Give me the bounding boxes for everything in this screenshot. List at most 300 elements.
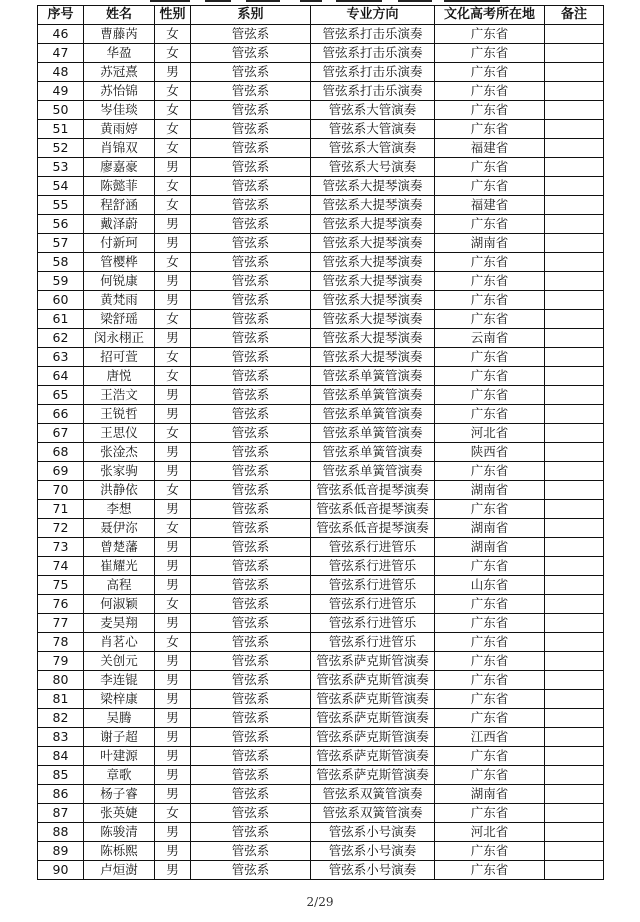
cell-seq: 59 — [38, 272, 84, 291]
table-row — [38, 747, 604, 766]
cell-name: 李想 — [84, 500, 155, 519]
cell-remarks — [545, 82, 604, 101]
table-row — [38, 253, 604, 272]
cell-remarks — [545, 652, 604, 671]
header-major: 专业方向 — [311, 6, 435, 25]
table-row — [38, 82, 604, 101]
cell-gender: 女 — [155, 139, 191, 158]
cell-department: 管弦系 — [191, 652, 311, 671]
cell-major: 管弦系双簧管演奏 — [311, 804, 435, 823]
cell-gender: 女 — [155, 253, 191, 272]
cell-seq: 63 — [38, 348, 84, 367]
cell-major: 管弦系行进管乐 — [311, 576, 435, 595]
cell-major: 管弦系行进管乐 — [311, 633, 435, 652]
cell-remarks — [545, 310, 604, 329]
cell-remarks — [545, 234, 604, 253]
cell-name: 卢烜澍 — [84, 861, 155, 880]
cell-major: 管弦系行进管乐 — [311, 614, 435, 633]
cell-gender: 男 — [155, 690, 191, 709]
cell-name: 付新珂 — [84, 234, 155, 253]
cell-remarks — [545, 766, 604, 785]
table-row — [38, 272, 604, 291]
cell-major: 管弦系萨克斯管演奏 — [311, 652, 435, 671]
cell-exam-location: 广东省 — [435, 595, 545, 614]
cell-name: 黄雨婷 — [84, 120, 155, 139]
cell-department: 管弦系 — [191, 253, 311, 272]
cell-name: 陈骏清 — [84, 823, 155, 842]
cell-department: 管弦系 — [191, 595, 311, 614]
cell-seq: 70 — [38, 481, 84, 500]
cell-exam-location: 广东省 — [435, 842, 545, 861]
cell-remarks — [545, 101, 604, 120]
cell-exam-location: 广东省 — [435, 348, 545, 367]
cell-name: 王锐哲 — [84, 405, 155, 424]
cell-name: 肖茗心 — [84, 633, 155, 652]
cell-department: 管弦系 — [191, 158, 311, 177]
cell-name: 谢子超 — [84, 728, 155, 747]
cell-gender: 男 — [155, 272, 191, 291]
cell-gender: 女 — [155, 519, 191, 538]
cell-name: 岑佳琰 — [84, 101, 155, 120]
cell-exam-location: 广东省 — [435, 709, 545, 728]
cell-department: 管弦系 — [191, 386, 311, 405]
cell-seq: 54 — [38, 177, 84, 196]
cell-gender: 男 — [155, 709, 191, 728]
cell-department: 管弦系 — [191, 101, 311, 120]
cell-remarks — [545, 690, 604, 709]
cell-department: 管弦系 — [191, 139, 311, 158]
cell-name: 梁舒瑶 — [84, 310, 155, 329]
table-header-row — [38, 6, 604, 25]
table-row — [38, 481, 604, 500]
cell-gender: 男 — [155, 63, 191, 82]
cell-major: 管弦系大提琴演奏 — [311, 310, 435, 329]
cell-major: 管弦系大提琴演奏 — [311, 291, 435, 310]
cell-remarks — [545, 291, 604, 310]
cell-department: 管弦系 — [191, 215, 311, 234]
cell-name: 章歌 — [84, 766, 155, 785]
cell-seq: 83 — [38, 728, 84, 747]
cell-gender: 男 — [155, 557, 191, 576]
cell-remarks — [545, 709, 604, 728]
cell-seq: 68 — [38, 443, 84, 462]
cell-major: 管弦系单簧管演奏 — [311, 443, 435, 462]
cell-name: 何淑颖 — [84, 595, 155, 614]
cell-name: 陈栎熙 — [84, 842, 155, 861]
cell-exam-location: 广东省 — [435, 766, 545, 785]
cell-remarks — [545, 25, 604, 44]
cell-remarks — [545, 671, 604, 690]
cell-remarks — [545, 215, 604, 234]
table-row — [38, 785, 604, 804]
cell-gender: 男 — [155, 785, 191, 804]
cell-seq: 81 — [38, 690, 84, 709]
table-row — [38, 101, 604, 120]
cell-exam-location: 山东省 — [435, 576, 545, 595]
cell-gender: 男 — [155, 405, 191, 424]
cell-remarks — [545, 44, 604, 63]
cell-exam-location: 广东省 — [435, 291, 545, 310]
header-seq: 序号 — [38, 6, 84, 25]
cell-gender: 男 — [155, 158, 191, 177]
table-row — [38, 234, 604, 253]
cell-department: 管弦系 — [191, 633, 311, 652]
cell-seq: 53 — [38, 158, 84, 177]
cell-remarks — [545, 614, 604, 633]
cell-department: 管弦系 — [191, 443, 311, 462]
cell-exam-location: 广东省 — [435, 462, 545, 481]
cell-remarks — [545, 500, 604, 519]
cell-exam-location: 广东省 — [435, 652, 545, 671]
cell-gender: 男 — [155, 728, 191, 747]
cell-exam-location: 福建省 — [435, 196, 545, 215]
table-row — [38, 633, 604, 652]
cell-gender: 男 — [155, 614, 191, 633]
cell-major: 管弦系单簧管演奏 — [311, 405, 435, 424]
table-row — [38, 538, 604, 557]
table-row — [38, 500, 604, 519]
cell-gender: 男 — [155, 291, 191, 310]
cell-seq: 65 — [38, 386, 84, 405]
cell-seq: 64 — [38, 367, 84, 386]
cell-name: 叶建源 — [84, 747, 155, 766]
cell-department: 管弦系 — [191, 405, 311, 424]
table-row — [38, 44, 604, 63]
cell-major: 管弦系大提琴演奏 — [311, 329, 435, 348]
cell-name: 吴腾 — [84, 709, 155, 728]
cell-major: 管弦系低音提琴演奏 — [311, 481, 435, 500]
cell-major: 管弦系小号演奏 — [311, 842, 435, 861]
cell-department: 管弦系 — [191, 842, 311, 861]
cell-gender: 男 — [155, 386, 191, 405]
cropped-title-remnant — [0, 0, 640, 4]
cell-major: 管弦系萨克斯管演奏 — [311, 709, 435, 728]
cell-major: 管弦系行进管乐 — [311, 557, 435, 576]
cell-name: 张家驹 — [84, 462, 155, 481]
cell-remarks — [545, 576, 604, 595]
cell-major: 管弦系打击乐演奏 — [311, 82, 435, 101]
cell-seq: 86 — [38, 785, 84, 804]
cell-department: 管弦系 — [191, 728, 311, 747]
cell-gender: 男 — [155, 443, 191, 462]
cell-major: 管弦系双簧管演奏 — [311, 785, 435, 804]
cell-remarks — [545, 633, 604, 652]
cell-department: 管弦系 — [191, 519, 311, 538]
cell-gender: 男 — [155, 671, 191, 690]
table-row — [38, 519, 604, 538]
table-row — [38, 443, 604, 462]
cell-gender: 男 — [155, 500, 191, 519]
cell-exam-location: 广东省 — [435, 367, 545, 386]
cell-name: 王浩文 — [84, 386, 155, 405]
table-row — [38, 215, 604, 234]
cell-gender: 男 — [155, 329, 191, 348]
cell-seq: 74 — [38, 557, 84, 576]
cell-department: 管弦系 — [191, 424, 311, 443]
cell-remarks — [545, 63, 604, 82]
cell-name: 黄梵雨 — [84, 291, 155, 310]
cell-exam-location: 广东省 — [435, 82, 545, 101]
cell-department: 管弦系 — [191, 291, 311, 310]
cell-name: 张英婕 — [84, 804, 155, 823]
cell-remarks — [545, 823, 604, 842]
table-row — [38, 671, 604, 690]
cell-name: 洪静依 — [84, 481, 155, 500]
table-row — [38, 804, 604, 823]
cell-gender: 男 — [155, 234, 191, 253]
cell-exam-location: 广东省 — [435, 557, 545, 576]
cell-name: 梁梓康 — [84, 690, 155, 709]
cell-major: 管弦系萨克斯管演奏 — [311, 728, 435, 747]
cell-name: 廖嘉豪 — [84, 158, 155, 177]
cell-major: 管弦系小号演奏 — [311, 823, 435, 842]
cell-name: 关创元 — [84, 652, 155, 671]
cell-department: 管弦系 — [191, 367, 311, 386]
cell-seq: 84 — [38, 747, 84, 766]
header-gender: 性别 — [155, 6, 191, 25]
cell-gender: 男 — [155, 215, 191, 234]
cell-major: 管弦系大提琴演奏 — [311, 234, 435, 253]
cell-remarks — [545, 120, 604, 139]
cell-name: 陈懿菲 — [84, 177, 155, 196]
cell-exam-location: 湖南省 — [435, 785, 545, 804]
cell-remarks — [545, 139, 604, 158]
cell-seq: 76 — [38, 595, 84, 614]
cell-name: 苏怡锦 — [84, 82, 155, 101]
cell-seq: 62 — [38, 329, 84, 348]
cell-name: 唐悦 — [84, 367, 155, 386]
cell-department: 管弦系 — [191, 709, 311, 728]
cell-exam-location: 广东省 — [435, 386, 545, 405]
cell-gender: 女 — [155, 595, 191, 614]
cell-major: 管弦系萨克斯管演奏 — [311, 690, 435, 709]
cell-seq: 77 — [38, 614, 84, 633]
cell-name: 肖锦双 — [84, 139, 155, 158]
cell-major: 管弦系大提琴演奏 — [311, 348, 435, 367]
cell-name: 张淦杰 — [84, 443, 155, 462]
cell-major: 管弦系大管演奏 — [311, 101, 435, 120]
cell-remarks — [545, 462, 604, 481]
cell-seq: 66 — [38, 405, 84, 424]
cell-seq: 47 — [38, 44, 84, 63]
cell-gender: 女 — [155, 196, 191, 215]
cell-name: 李连锟 — [84, 671, 155, 690]
cell-major: 管弦系大提琴演奏 — [311, 253, 435, 272]
cell-remarks — [545, 538, 604, 557]
cell-remarks — [545, 253, 604, 272]
cell-major: 管弦系低音提琴演奏 — [311, 519, 435, 538]
cell-name: 何锐康 — [84, 272, 155, 291]
cell-gender: 女 — [155, 424, 191, 443]
cell-exam-location: 陕西省 — [435, 443, 545, 462]
table-row — [38, 139, 604, 158]
cell-department: 管弦系 — [191, 120, 311, 139]
table-row — [38, 348, 604, 367]
cell-gender: 女 — [155, 310, 191, 329]
cell-remarks — [545, 595, 604, 614]
cell-name: 招可萱 — [84, 348, 155, 367]
cell-seq: 87 — [38, 804, 84, 823]
cell-department: 管弦系 — [191, 329, 311, 348]
cell-seq: 56 — [38, 215, 84, 234]
cell-seq: 51 — [38, 120, 84, 139]
header-name: 姓名 — [84, 6, 155, 25]
cell-remarks — [545, 329, 604, 348]
cell-seq: 71 — [38, 500, 84, 519]
cell-remarks — [545, 272, 604, 291]
table-row — [38, 405, 604, 424]
cell-department: 管弦系 — [191, 614, 311, 633]
cell-department: 管弦系 — [191, 310, 311, 329]
cell-remarks — [545, 557, 604, 576]
cell-seq: 75 — [38, 576, 84, 595]
cell-remarks — [545, 728, 604, 747]
cell-name: 华盈 — [84, 44, 155, 63]
cell-major: 管弦系低音提琴演奏 — [311, 500, 435, 519]
cell-seq: 58 — [38, 253, 84, 272]
cell-remarks — [545, 443, 604, 462]
cell-exam-location: 广东省 — [435, 747, 545, 766]
cell-remarks — [545, 861, 604, 880]
table-row — [38, 158, 604, 177]
cell-exam-location: 广东省 — [435, 63, 545, 82]
cell-exam-location: 广东省 — [435, 120, 545, 139]
cell-department: 管弦系 — [191, 823, 311, 842]
table-row — [38, 728, 604, 747]
cell-seq: 52 — [38, 139, 84, 158]
cell-seq: 48 — [38, 63, 84, 82]
cell-gender: 男 — [155, 766, 191, 785]
cell-remarks — [545, 196, 604, 215]
cell-seq: 88 — [38, 823, 84, 842]
cell-department: 管弦系 — [191, 766, 311, 785]
cell-gender: 男 — [155, 842, 191, 861]
cell-department: 管弦系 — [191, 576, 311, 595]
cell-exam-location: 广东省 — [435, 690, 545, 709]
cell-exam-location: 广东省 — [435, 25, 545, 44]
table-row — [38, 424, 604, 443]
header-department: 系别 — [191, 6, 311, 25]
cell-major: 管弦系打击乐演奏 — [311, 44, 435, 63]
page-number: 2/29 — [306, 895, 334, 909]
cell-major: 管弦系萨克斯管演奏 — [311, 747, 435, 766]
cell-remarks — [545, 785, 604, 804]
table-row — [38, 462, 604, 481]
cell-seq: 46 — [38, 25, 84, 44]
table-row — [38, 709, 604, 728]
cell-major: 管弦系行进管乐 — [311, 538, 435, 557]
cell-exam-location: 广东省 — [435, 177, 545, 196]
cell-remarks — [545, 348, 604, 367]
cell-major: 管弦系大提琴演奏 — [311, 177, 435, 196]
cell-remarks — [545, 747, 604, 766]
cell-seq: 82 — [38, 709, 84, 728]
cell-remarks — [545, 405, 604, 424]
cell-exam-location: 广东省 — [435, 158, 545, 177]
cell-major: 管弦系萨克斯管演奏 — [311, 671, 435, 690]
cell-exam-location: 广东省 — [435, 861, 545, 880]
cell-major: 管弦系行进管乐 — [311, 595, 435, 614]
cell-remarks — [545, 519, 604, 538]
cell-department: 管弦系 — [191, 272, 311, 291]
table-row — [38, 329, 604, 348]
table-row — [38, 386, 604, 405]
cell-exam-location: 广东省 — [435, 614, 545, 633]
cell-exam-location: 河北省 — [435, 424, 545, 443]
cell-remarks — [545, 481, 604, 500]
cell-gender: 男 — [155, 823, 191, 842]
cell-gender: 女 — [155, 481, 191, 500]
table-body — [38, 25, 604, 880]
cell-exam-location: 广东省 — [435, 405, 545, 424]
table-row — [38, 766, 604, 785]
cell-exam-location: 福建省 — [435, 139, 545, 158]
cell-exam-location: 湖南省 — [435, 519, 545, 538]
cell-exam-location: 广东省 — [435, 272, 545, 291]
cell-remarks — [545, 804, 604, 823]
cell-department: 管弦系 — [191, 44, 311, 63]
cell-major: 管弦系单簧管演奏 — [311, 462, 435, 481]
cell-department: 管弦系 — [191, 177, 311, 196]
cell-seq: 60 — [38, 291, 84, 310]
cell-name: 闵永栩正 — [84, 329, 155, 348]
cell-gender: 女 — [155, 177, 191, 196]
table-row — [38, 861, 604, 880]
cell-exam-location: 广东省 — [435, 310, 545, 329]
cell-seq: 55 — [38, 196, 84, 215]
cell-department: 管弦系 — [191, 500, 311, 519]
cell-department: 管弦系 — [191, 690, 311, 709]
cell-gender: 女 — [155, 367, 191, 386]
cell-exam-location: 广东省 — [435, 671, 545, 690]
cell-department: 管弦系 — [191, 196, 311, 215]
table-row — [38, 823, 604, 842]
cell-name: 曹藤芮 — [84, 25, 155, 44]
table-row — [38, 576, 604, 595]
cell-name: 管樱桦 — [84, 253, 155, 272]
cell-remarks — [545, 842, 604, 861]
cell-gender: 女 — [155, 44, 191, 63]
table-row — [38, 595, 604, 614]
cell-seq: 69 — [38, 462, 84, 481]
cell-major: 管弦系大提琴演奏 — [311, 272, 435, 291]
cell-major: 管弦系打击乐演奏 — [311, 25, 435, 44]
cell-major: 管弦系大号演奏 — [311, 158, 435, 177]
cell-seq: 85 — [38, 766, 84, 785]
cell-major: 管弦系大管演奏 — [311, 139, 435, 158]
cell-exam-location: 湖南省 — [435, 481, 545, 500]
cell-remarks — [545, 158, 604, 177]
table-row — [38, 557, 604, 576]
cell-remarks — [545, 386, 604, 405]
cell-seq: 73 — [38, 538, 84, 557]
cell-seq: 78 — [38, 633, 84, 652]
cell-gender: 女 — [155, 804, 191, 823]
table-row — [38, 310, 604, 329]
cell-major: 管弦系单簧管演奏 — [311, 367, 435, 386]
cell-department: 管弦系 — [191, 234, 311, 253]
cell-department: 管弦系 — [191, 462, 311, 481]
cell-major: 管弦系大提琴演奏 — [311, 196, 435, 215]
cell-gender: 男 — [155, 747, 191, 766]
cell-exam-location: 河北省 — [435, 823, 545, 842]
cell-gender: 女 — [155, 82, 191, 101]
cell-major: 管弦系萨克斯管演奏 — [311, 766, 435, 785]
cell-gender: 男 — [155, 538, 191, 557]
cell-gender: 男 — [155, 861, 191, 880]
cell-seq: 57 — [38, 234, 84, 253]
cell-gender: 女 — [155, 633, 191, 652]
